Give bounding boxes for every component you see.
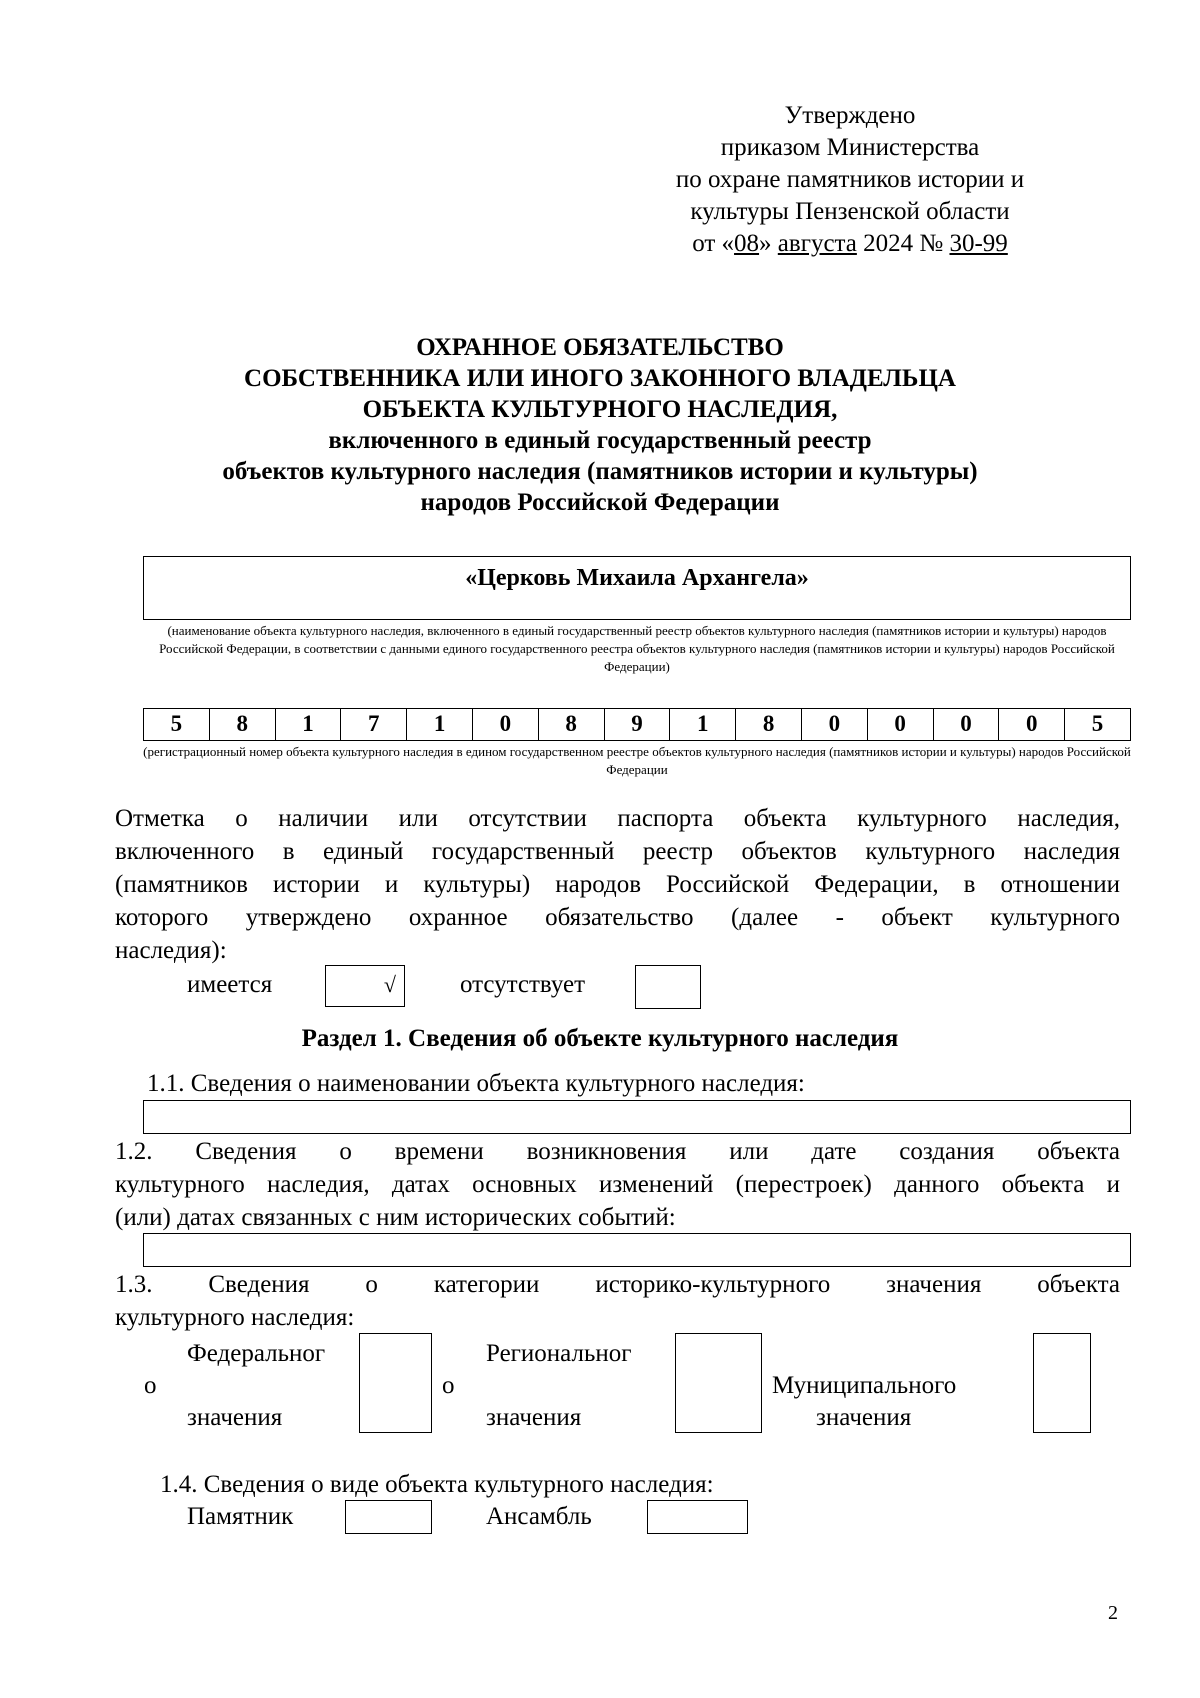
approval-line: культуры Пензенской области	[690, 198, 1010, 225]
check-mark-icon: √	[383, 972, 396, 997]
section-1-title: Раздел 1. Сведения об объекте культурного наследия	[301, 1025, 899, 1052]
approval-line: приказом Министерства	[720, 134, 980, 161]
passport-present-label: имеется	[187, 971, 273, 998]
approval-date: от «08» августа 2024 № 30-99	[692, 230, 1008, 257]
passport-present-checkbox[interactable]	[325, 965, 405, 1007]
registration-digit-cell: 1	[276, 709, 342, 740]
registration-number-grid	[143, 708, 1131, 741]
federal-label: Федеральног	[187, 1340, 326, 1367]
registration-digit-cell: 0	[802, 709, 868, 740]
section-1-1-label: 1.1. Сведения о наименовании объекта культурного наследия:	[147, 1070, 805, 1097]
registration-digit-cell: 9	[605, 709, 671, 740]
regional-checkbox[interactable]	[675, 1333, 762, 1433]
registration-number-caption: (регистрационный номер объекта культурного наследия в едином государственном реестре объектов культурного наследия (памятников истории и культуры) народов Российской Федерации	[143, 744, 1131, 777]
federal-label: о	[144, 1372, 157, 1399]
approval-day: 08	[734, 230, 760, 257]
federal-label: значения	[187, 1404, 283, 1431]
monument-checkbox[interactable]	[345, 1500, 432, 1534]
registration-digit-cell: 8	[210, 709, 276, 740]
section-1-4-label: 1.4. Сведения о виде объекта культурного наследия:	[160, 1471, 714, 1498]
regional-label: значения	[486, 1404, 582, 1431]
approval-number: 30-99	[949, 230, 1008, 257]
municipal-checkbox[interactable]	[1033, 1333, 1091, 1433]
approval-block	[650, 100, 1050, 260]
registration-digit-cell: 7	[341, 709, 407, 740]
page-number: 2	[1108, 1602, 1118, 1624]
regional-label: Региональног	[486, 1340, 632, 1367]
municipal-label: Муниципального	[772, 1372, 957, 1399]
registration-digit-cell: 1	[670, 709, 736, 740]
registration-digit-cell: 8	[736, 709, 802, 740]
registration-digit-cell: 5	[1091, 711, 1104, 736]
regional-label: о	[442, 1372, 455, 1399]
monument-label: Памятник	[187, 1503, 294, 1530]
object-name-field[interactable]	[143, 556, 1131, 620]
registration-digit-cell: 0	[999, 709, 1065, 740]
approval-line: Утверждено	[784, 102, 916, 129]
registration-digit-cell: 0	[473, 709, 539, 740]
registration-digit-cell: 0	[934, 709, 1000, 740]
registration-digit-cell: 5	[144, 709, 210, 740]
section-1-2-label: 1.2. Сведения о времени возникновения или дате создания объекта культурного наследия, датах основных изменений (перестроек) данного объекта и (или) датах связанных с ним исторических событий:	[115, 1138, 1120, 1231]
document-title: ОХРАННОЕ ОБЯЗАТЕЛЬСТВО СОБСТВЕННИКА ИЛИ ИНОГО ЗАКОННОГО ВЛАДЕЛЬЦА ОБЪЕКТА КУЛЬТУРНОГО НАСЛЕДИЯ, включенного в единый государственный реестр объектов культурного наследия (памятников истории и культуры) народов Российской Федерации	[222, 334, 978, 516]
ensemble-label: Ансамбль	[486, 1503, 592, 1530]
object-name-caption: (наименование объекта культурного наследия, включенного в единый государственный реестр объектов культурного наследия (памятников истории и культуры) народов Российской Федерации, в соответствии с данными единого государственного реестра объектов культурного наследия (памятников истории и культуры) народов Российской Федерации)	[159, 623, 1115, 674]
registration-digit-cell: 1	[407, 709, 473, 740]
passport-paragraph: Отметка о наличии или отсутствии паспорта объекта культурного наследия, включенного в единый государственный реестр объектов культурного наследия (памятников истории и культуры) народов Российской Федерации, в отношении которого утверждено охранное обязательство (далее - объект культурного наследия):	[115, 805, 1120, 964]
federal-checkbox[interactable]	[359, 1333, 432, 1433]
registration-digit-cell: 8	[539, 709, 605, 740]
passport-absent-checkbox[interactable]	[635, 965, 701, 1009]
passport-absent-label: отсутствует	[460, 971, 586, 998]
object-name-info-field[interactable]	[143, 1100, 1131, 1134]
ensemble-checkbox[interactable]	[647, 1500, 748, 1534]
object-name: «Церковь Михаила Архангела»	[465, 565, 809, 591]
municipal-label: значения	[816, 1404, 912, 1431]
section-1-3-label: 1.3. Сведения о категории историко-культурного значения объекта культурного наследия:	[115, 1271, 1120, 1331]
creation-date-field[interactable]	[143, 1233, 1131, 1267]
registration-digit-cell: 0	[868, 709, 934, 740]
approval-month: августа	[777, 230, 857, 257]
approval-line: по охране памятников истории и	[675, 166, 1025, 193]
